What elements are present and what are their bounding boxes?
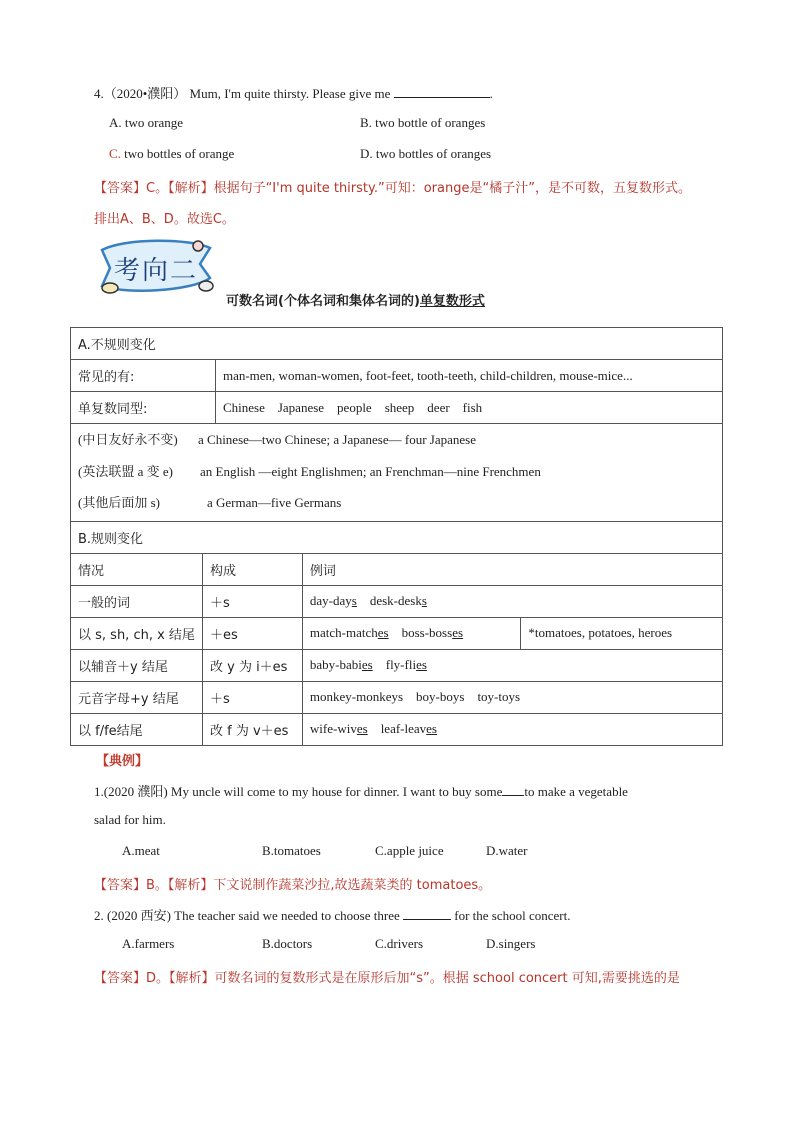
answer-blank (394, 85, 490, 98)
example-1-answer: 【答案】B。【解析】下文说制作蔬菜沙拉,故选蔬菜类的 tomatoes。 (94, 878, 492, 893)
example-1-stem-cont: salad for him. (94, 812, 166, 827)
answer-explanation-q4-cont: 排出A、B、D。故选C。 (94, 212, 235, 227)
answer-explanation-q4: 【答案】C。【解析】根据句子“I'm quite thirsty.”可知：orange是“橘子汁”，是不可数，五复数形式。 (94, 181, 691, 196)
rule-line: (英法联盟 a 变 e) an English —eight Englishmen; an Frenchman—nine Frenchmen (78, 463, 541, 479)
option-c: C. two bottles of orange (109, 146, 235, 161)
table-row: 以 f/fe结尾 改 f 为 v＋es wife-wives leaf-leaves (71, 713, 723, 745)
example-2-option-c: C.drivers (375, 936, 424, 951)
example-2-answer: 【答案】D。【解析】可数名词的复数形式是在原形后加“s”。根据 school concert 可知,需要挑选的是 (94, 971, 680, 986)
table-row: 单复数同型: Chinese Japanese people sheep deer fish (71, 392, 723, 424)
option-b: B. two bottle of oranges (360, 115, 486, 130)
section-title: 可数名词(个体名词和集体名词的)单复数形式 (226, 294, 485, 309)
table-row (71, 521, 723, 553)
example-2-stem: 2. (2020 西安) The teacher said we needed to choose three for the school concert. (94, 908, 571, 923)
question-4-stem: 4.（2020•濮阳） Mum, I'm quite thirsty. Please give me . (94, 86, 493, 101)
rule-line: (中日友好永不变) a Chinese—two Chinese; a Japanese— four Japanese (78, 432, 476, 447)
option-d: D. two bottles of oranges (360, 146, 492, 161)
example-1-stem: 1.(2020 濮阳) My uncle will come to my house for dinner. I want to buy some to make a vegetable (94, 784, 628, 799)
section-b-header: B.规则变化 (71, 521, 723, 553)
examples-heading: 【典例】 (96, 754, 149, 769)
example-2-option-a: A.farmers (122, 936, 175, 951)
section-a-header: A.不规则变化 (71, 328, 723, 360)
example-1-option-c: C.apple juice (375, 843, 444, 858)
example-1-option-d: D.water (486, 843, 528, 858)
badge-label: 考向二 (114, 256, 199, 286)
section-badge (94, 236, 218, 300)
table-row: 元音字母+y 结尾 ＋s monkey-monkeys boy-boys toy-toys (71, 681, 723, 713)
example-2-option-b: B.doctors (262, 936, 313, 951)
example-2-option-d: D.singers (486, 936, 536, 951)
table-row: 常见的有: man-men, woman-women, foot-feet, tooth-teeth, child-children, mouse-mice... (71, 360, 723, 392)
rule-line: (其他后面加 s) a German—five Germans (78, 495, 342, 510)
noun-plural-table (70, 327, 723, 746)
table-row: 一般的词 ＋s day-days desk-desks (71, 585, 723, 617)
table-row: 以辅音＋y 结尾 改 y 为 i＋es baby-babies fly-flies (71, 649, 723, 681)
example-1-option-b: B.tomatoes (262, 843, 321, 858)
table-row: 以 s, sh, ch, x 结尾 ＋es match-matches boss-bosses *tomatoes, potatoes, heroes (71, 617, 723, 649)
option-a: A. two orange (109, 115, 184, 130)
table-row (71, 424, 723, 522)
example-1-option-a: A.meat (122, 843, 160, 858)
table-row (71, 328, 723, 360)
table-header-row: 情况 构成 例词 (71, 553, 723, 585)
